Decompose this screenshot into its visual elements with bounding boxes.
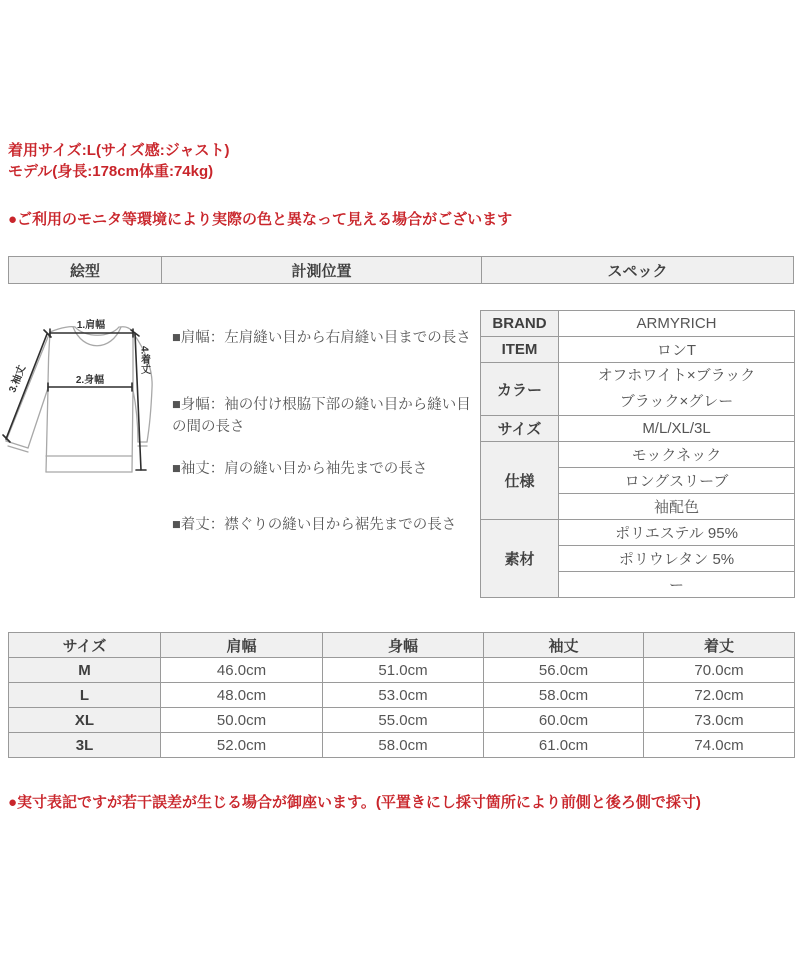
length-cell: 70.0cm — [644, 658, 795, 683]
size-cell: 3L — [9, 733, 161, 758]
table-header-row — [9, 633, 795, 658]
spec-value-material-2: ポリウレタン 5% — [559, 546, 795, 572]
spec-value-size: M/L/XL/3L — [559, 416, 795, 442]
spec-value-feature-3: 袖配色 — [559, 494, 795, 520]
table-row — [481, 442, 795, 468]
sleeve-col-header: 袖丈 — [484, 633, 644, 658]
body-width-cell: 55.0cm — [323, 708, 484, 733]
sleeve-cell: 61.0cm — [484, 733, 644, 758]
measure-desc-shoulder: ■肩幅：左肩縫い目から右肩縫い目までの長さ — [172, 330, 471, 346]
actual-size-notice: ●実寸表記ですが若干誤差が生じる場合が御座います。(平置きにし採寸箇所により前側と後ろ側で採寸) — [8, 794, 701, 811]
spec-color-2: ブラック×グレー — [619, 393, 734, 410]
length-cell: 72.0cm — [644, 683, 795, 708]
length-col-header: 着丈 — [644, 633, 795, 658]
monitor-color-notice: ●ご利用のモニタ等環境により実際の色と異なって見える場合がございます — [8, 211, 513, 228]
shoulder-cell: 50.0cm — [161, 708, 323, 733]
shoulder-cell: 52.0cm — [161, 733, 323, 758]
spec-label-size: サイズ — [481, 416, 559, 442]
table-row — [481, 311, 795, 337]
diagram-label-sleeve: 3.袖丈 — [7, 363, 29, 395]
diagram-label-body-width: 2.身幅 — [75, 375, 105, 386]
shoulder-col-header: 肩幅 — [161, 633, 323, 658]
spec-label-item: ITEM — [481, 337, 559, 363]
sleeve-cell: 58.0cm — [484, 683, 644, 708]
size-col-header: サイズ — [9, 633, 161, 658]
size-cell: M — [9, 658, 161, 683]
shirt-measurement-diagram — [0, 300, 185, 530]
size-chart-table — [8, 632, 795, 758]
model-info-text: モデル(身長:178cm体重:74kg) — [8, 163, 214, 180]
size-cell: XL — [9, 708, 161, 733]
body-width-cell: 58.0cm — [323, 733, 484, 758]
table-row — [481, 363, 795, 416]
wearing-size-text: 着用サイズ:L(サイズ感:ジャスト) — [8, 142, 230, 159]
table-row — [481, 416, 795, 442]
spec-value-feature-2: ロングスリーブ — [559, 468, 795, 494]
column-header-illustration: 絵型 — [69, 262, 100, 280]
sleeve-cell: 60.0cm — [484, 708, 644, 733]
spec-table — [480, 310, 795, 598]
spec-value-material-3: ー — [559, 572, 795, 598]
table-row — [481, 337, 795, 363]
table-row-l — [9, 683, 795, 708]
body-width-cell: 51.0cm — [323, 658, 484, 683]
spec-label-features: 仕様 — [481, 442, 559, 520]
spec-label-color: カラー — [481, 363, 559, 416]
body-width-cell: 53.0cm — [323, 683, 484, 708]
body-width-col-header: 身幅 — [323, 633, 484, 658]
length-cell: 74.0cm — [644, 733, 795, 758]
table-row — [481, 520, 795, 546]
sleeve-cell: 56.0cm — [484, 658, 644, 683]
table-row-xl — [9, 708, 795, 733]
size-cell: L — [9, 683, 161, 708]
spec-value-feature-1: モックネック — [559, 442, 795, 468]
column-header-measurement-position: 計測位置 — [161, 257, 481, 283]
spec-value-color — [559, 363, 795, 416]
diagram-label-shoulder: 1.肩幅 — [76, 320, 106, 331]
diagram-label-length: 4.着丈 — [138, 346, 150, 375]
spec-value-brand: ARMYRICH — [559, 311, 795, 337]
table-row-3l — [9, 733, 795, 758]
spec-color-1: オフホワイト×ブラック — [597, 367, 756, 384]
shirt-outline — [6, 327, 152, 472]
spec-label-brand: BRAND — [481, 311, 559, 337]
column-header-spec: スペック — [481, 257, 793, 283]
shoulder-cell: 46.0cm — [161, 658, 323, 683]
table-row-m — [9, 658, 795, 683]
spec-value-material-1: ポリエステル 95% — [559, 520, 795, 546]
spec-value-item: ロンT — [559, 337, 795, 363]
length-cell: 73.0cm — [644, 708, 795, 733]
shoulder-cell: 48.0cm — [161, 683, 323, 708]
measurement-descriptions — [172, 300, 478, 610]
spec-label-material: 素材 — [481, 520, 559, 598]
measurement-arrows — [3, 329, 146, 470]
measure-desc-sleeve: ■袖丈：肩の縫い目から袖先までの長さ — [172, 461, 428, 477]
section-header-strip — [8, 256, 794, 284]
measure-desc-body-width: ■身幅：袖の付け根脇下部の縫い目から縫い目の間の長さ — [172, 397, 471, 435]
measure-desc-length: ■着丈：襟ぐりの縫い目から裾先までの長さ — [172, 517, 457, 533]
